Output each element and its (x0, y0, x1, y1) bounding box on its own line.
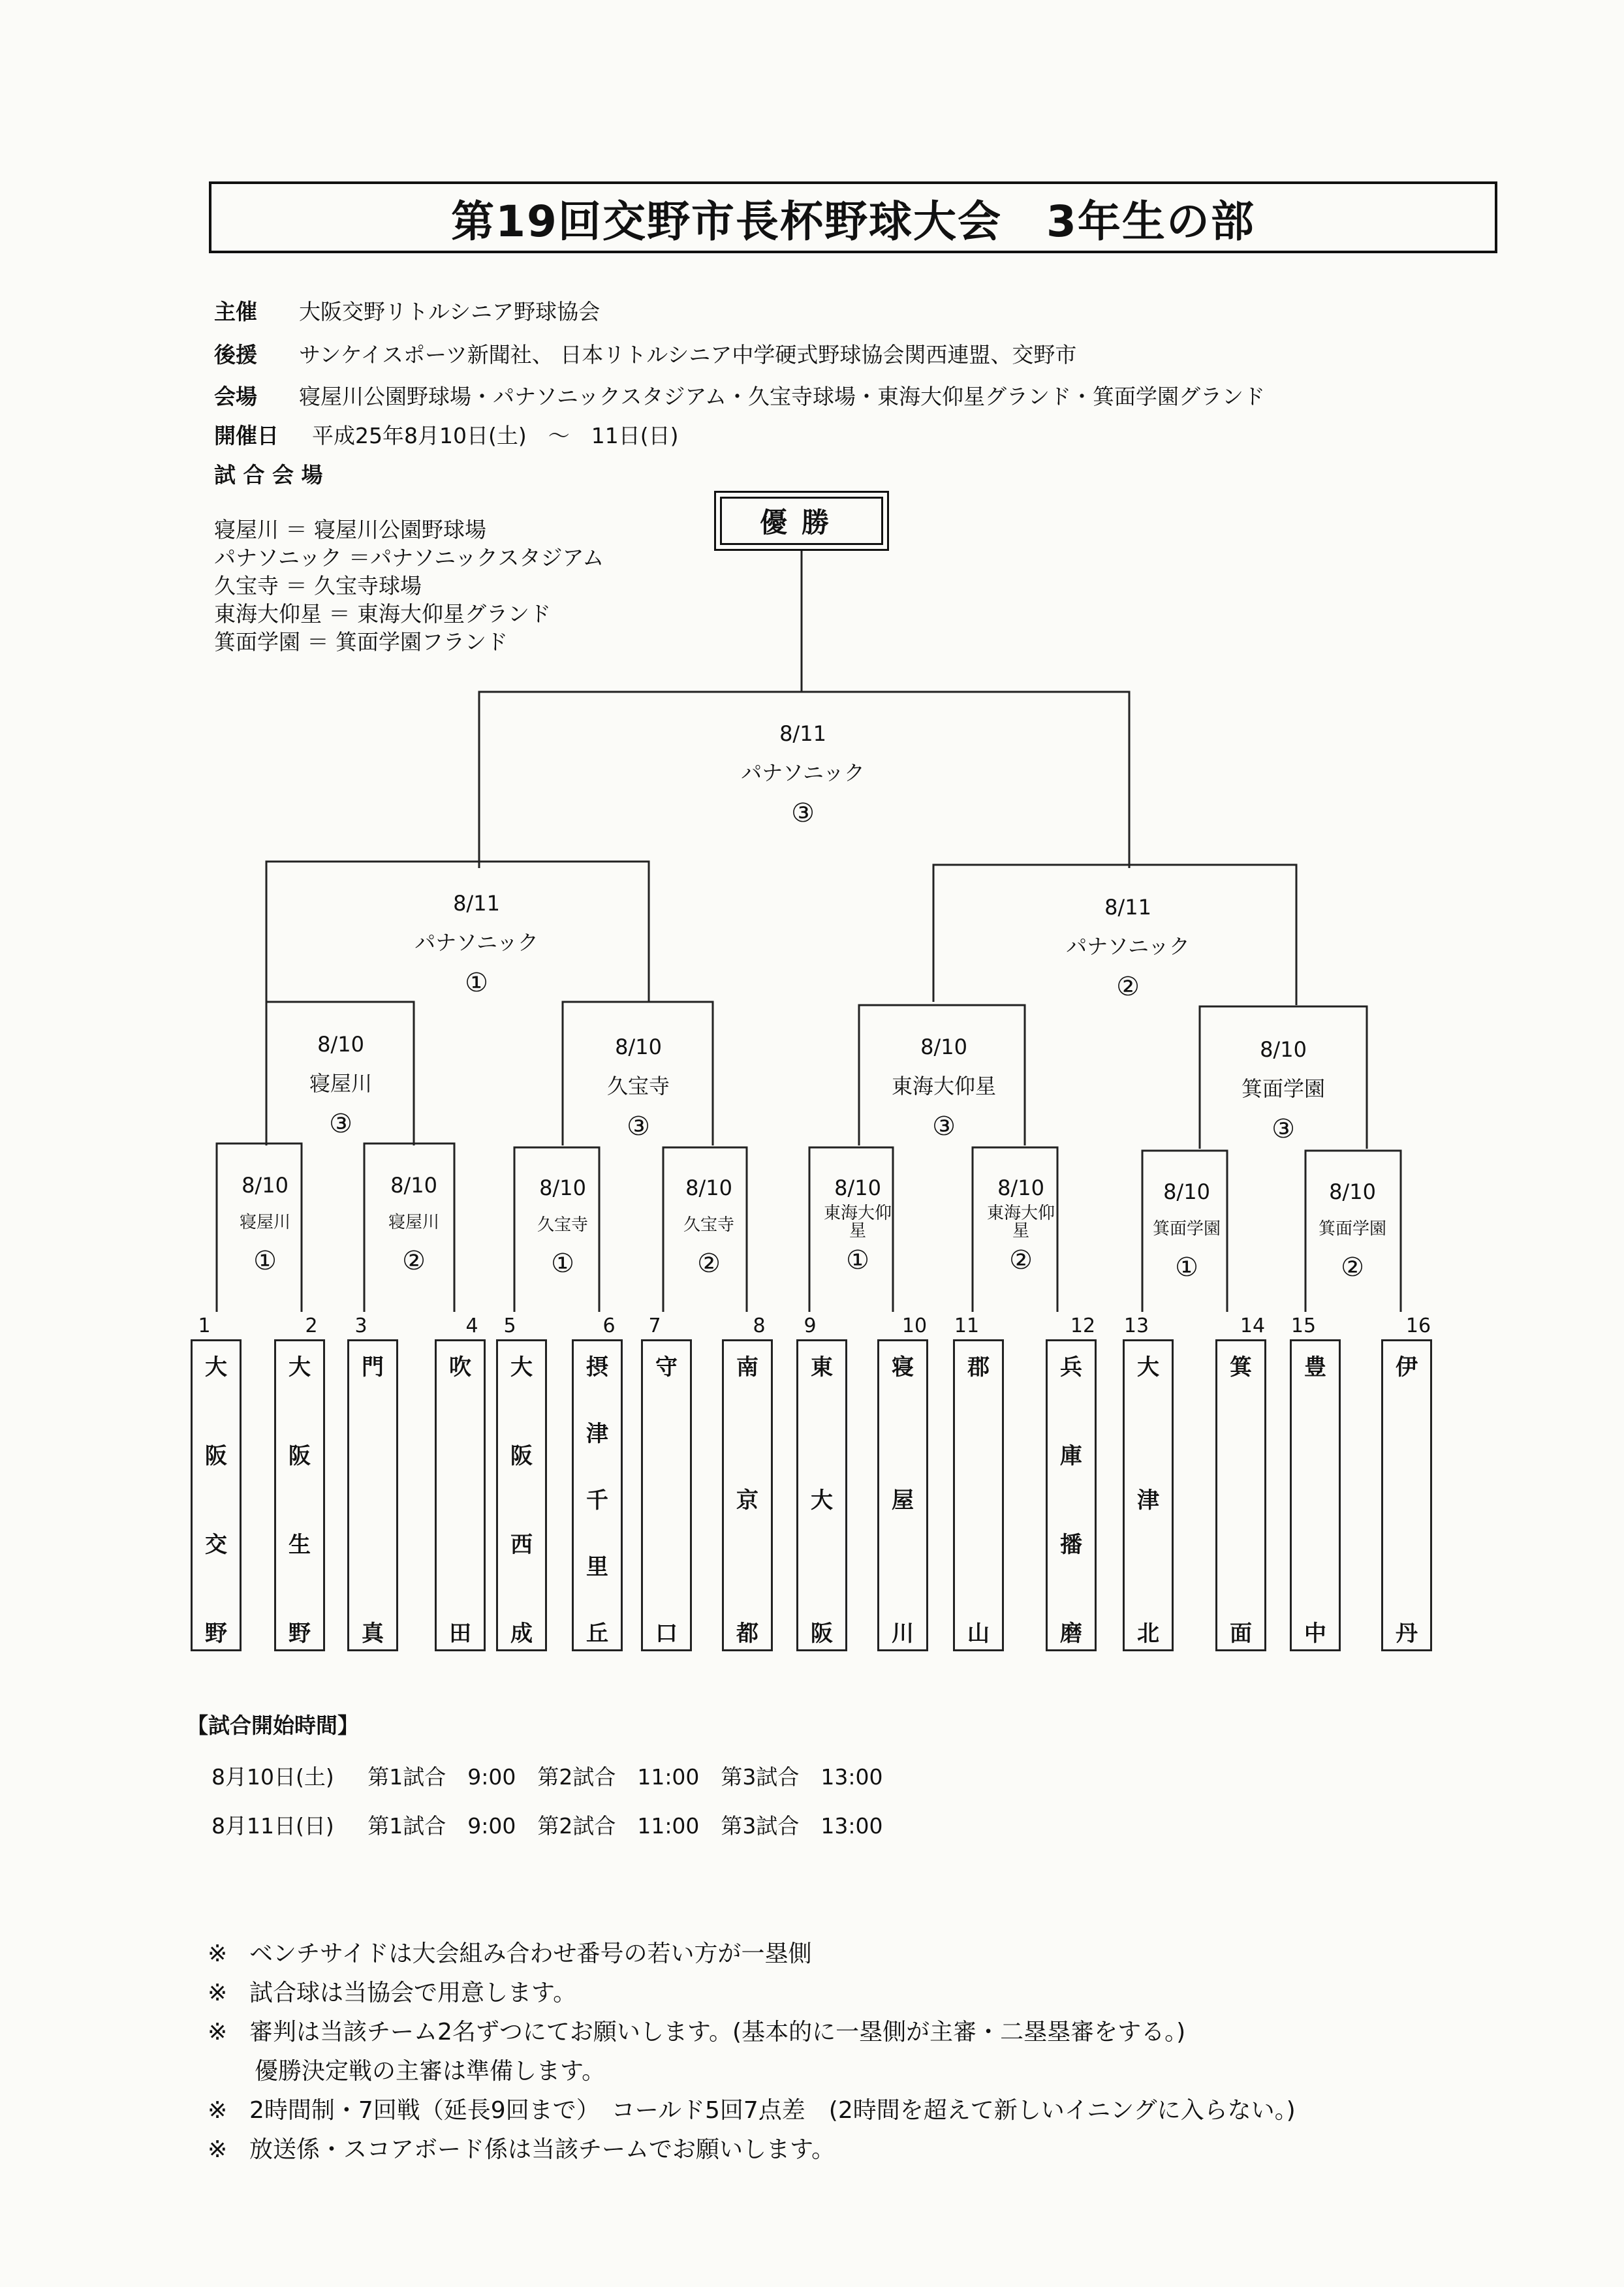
game-first-8 (1294, 1181, 1411, 1281)
info-label: 会場 (214, 384, 257, 409)
team-number: 14 (1240, 1315, 1266, 1337)
game-date: 8/10 (317, 1032, 364, 1057)
note-mark: ※ (208, 2097, 228, 2124)
team-box (435, 1339, 486, 1651)
team-number: 12 (1070, 1315, 1096, 1337)
team-name-char: 野 (205, 1621, 227, 1647)
note-mark: ※ (208, 1940, 228, 1967)
team-box (347, 1339, 398, 1651)
game-first-7 (1128, 1181, 1245, 1281)
team-name-char: 大 (510, 1354, 533, 1380)
legend-item: 東海大仰星 ＝ 東海大仰星グランド (214, 601, 551, 627)
game-date: 8/10 (615, 1035, 662, 1059)
note-text: 2時間制・7回戦（延長9回まで） コールド5回7点差 (2時間を超えて新しいイニングに入らない。) (249, 2097, 1296, 2124)
team-name-char: 阪 (205, 1443, 227, 1469)
team-box (877, 1339, 928, 1651)
game-quarter-4 (1241, 1039, 1325, 1143)
game-number: ① (465, 968, 488, 999)
game-venue: 寝屋川 (309, 1070, 373, 1096)
team-name-char: 屋 (892, 1487, 914, 1514)
team-name-char: 山 (967, 1621, 990, 1647)
team-name-char: 播 (1060, 1532, 1082, 1558)
team-number: 3 (354, 1315, 367, 1337)
game-number: ① (1175, 1252, 1198, 1283)
team-name-char: 磨 (1060, 1621, 1082, 1647)
game-venue: パナソニック (1066, 933, 1190, 959)
team-number: 16 (1405, 1315, 1431, 1337)
champion-box: 優勝 (714, 491, 889, 551)
legend-item: パナソニック ＝パナソニックスタジアム (214, 545, 604, 570)
team-name-char: 津 (586, 1421, 608, 1447)
page-title: 第19回交野市長杯野球大会 3年生の部 (209, 181, 1497, 253)
team-name-char: 丘 (586, 1621, 608, 1647)
team-number: 8 (753, 1315, 766, 1337)
team-number: 5 (503, 1315, 516, 1337)
game-number: ① (846, 1245, 869, 1276)
team-name-char: 阪 (811, 1621, 833, 1647)
game-venue: 寝屋川 (388, 1212, 439, 1232)
team-name-char: 阪 (289, 1443, 311, 1469)
legend-item: 寝屋川 ＝ 寝屋川公園野球場 (214, 517, 486, 542)
info-value: 大阪交野リトルシニア野球協会 (299, 299, 601, 324)
team-name-char: 口 (655, 1621, 678, 1647)
game-venue: パナソニック (741, 760, 865, 785)
team-number: 11 (954, 1315, 980, 1337)
game-first-5 (819, 1177, 897, 1274)
team-name-char: 阪 (510, 1443, 533, 1469)
schedule-row: 8月10日(土) 第1試合 9:00 第2試合 11:00 第3試合 13:00 (211, 1764, 883, 1790)
game-venue: 東海大仰星 (986, 1203, 1055, 1241)
game-number: ③ (329, 1109, 352, 1140)
info-label: 主催 (214, 299, 257, 324)
team-name-char: 大 (289, 1354, 311, 1380)
game-quarter-1 (309, 1034, 372, 1138)
team-name-char: 守 (655, 1354, 678, 1380)
note-text: 試合球は当協会で用意します。 (249, 1980, 577, 2006)
game-date: 8/11 (779, 721, 826, 746)
game-venue: 箕面学園 (1318, 1219, 1386, 1239)
game-first-2 (375, 1175, 453, 1275)
team-number: 13 (1123, 1315, 1149, 1337)
note-item (208, 1974, 1296, 2013)
team-number: 6 (602, 1315, 616, 1337)
team-name-char: 郡 (967, 1354, 990, 1380)
team-name-char: 中 (1304, 1621, 1326, 1647)
game-number: ② (1116, 972, 1140, 1003)
legend-item: 箕面学園 ＝ 箕面学園フランド (214, 629, 508, 655)
info-label: 試 合 会 場 (214, 462, 323, 488)
game-first-1 (226, 1175, 304, 1275)
team-name-char: 伊 (1396, 1354, 1418, 1380)
game-number: ① (253, 1245, 277, 1276)
team-name-char: 庫 (1060, 1443, 1082, 1469)
team-name-char: 田 (449, 1621, 471, 1647)
game-date: 8/10 (997, 1175, 1044, 1200)
game-semi-2 (1066, 897, 1190, 1001)
team-name-char: 兵 (1060, 1354, 1082, 1380)
game-number: ③ (791, 798, 815, 829)
team-box (796, 1339, 847, 1651)
game-venue: 久宝寺 (606, 1073, 670, 1098)
team-name-char: 津 (1137, 1487, 1159, 1514)
note-item (208, 1935, 1296, 1974)
team-name-char: 北 (1137, 1621, 1159, 1647)
game-quarter-3 (892, 1036, 996, 1140)
note-text: 優勝決定戦の主審は準備します。 (255, 2058, 606, 2085)
team-box (191, 1339, 242, 1651)
team-box (496, 1339, 547, 1651)
note-item (208, 2091, 1296, 2130)
note-text: 審判は当該チーム2名ずつにてお願いします。(基本的に一塁側が主審・二塁塁審をする。) (249, 2019, 1186, 2046)
game-date: 8/11 (1104, 895, 1151, 920)
team-name-char: 豊 (1304, 1354, 1326, 1380)
team-box (953, 1339, 1004, 1651)
note-item (208, 2052, 1296, 2091)
game-date: 8/10 (834, 1175, 881, 1200)
team-name-char: 南 (736, 1354, 758, 1380)
legend-item: 久宝寺 ＝ 久宝寺球場 (214, 573, 422, 599)
game-venue: 久宝寺 (537, 1215, 588, 1235)
info-value: 寝屋川公園野球場・パナソニックスタジアム・久宝寺球場・東海大仰星グランド・箕面学園グランド (299, 384, 1266, 409)
team-box (1381, 1339, 1432, 1651)
team-name-char: 真 (362, 1621, 384, 1647)
start-time-schedule (187, 1709, 883, 1858)
game-date: 8/10 (539, 1175, 586, 1200)
game-venue: 久宝寺 (683, 1215, 734, 1235)
team-name-char: 西 (510, 1532, 533, 1558)
game-number: ② (1341, 1252, 1364, 1283)
game-date: 8/10 (242, 1173, 289, 1198)
team-number: 15 (1290, 1315, 1317, 1337)
team-box (641, 1339, 692, 1651)
note-item (208, 2130, 1296, 2170)
team-box (722, 1339, 773, 1651)
team-name-char: 摂 (586, 1354, 608, 1380)
note-mark: ※ (208, 2136, 228, 2163)
team-name-char: 吹 (449, 1354, 471, 1380)
game-quarter-2 (607, 1036, 670, 1140)
info-label: 後援 (214, 342, 257, 367)
team-box (1123, 1339, 1174, 1651)
team-name-char: 門 (362, 1354, 384, 1380)
game-number: ③ (932, 1112, 956, 1142)
team-box (1046, 1339, 1097, 1651)
game-final (741, 723, 865, 827)
team-name-char: 生 (289, 1532, 311, 1558)
team-number: 7 (648, 1315, 661, 1337)
team-number: 10 (901, 1315, 928, 1337)
game-first-6 (982, 1177, 1060, 1274)
note-text: ベンチサイドは大会組み合わせ番号の若い方が一塁側 (249, 1940, 812, 1967)
info-label: 開催日 (214, 423, 279, 448)
notes-list (208, 1935, 1296, 2170)
game-number: ② (697, 1248, 721, 1279)
game-venue: 寝屋川 (239, 1212, 290, 1232)
team-number: 9 (804, 1315, 817, 1337)
game-venue: 東海大仰星 (891, 1073, 997, 1098)
game-first-3 (523, 1177, 602, 1277)
team-name-char: 寝 (892, 1354, 914, 1380)
game-date: 8/10 (1329, 1179, 1376, 1204)
team-name-char: 交 (205, 1532, 227, 1558)
game-date: 8/10 (1260, 1037, 1307, 1062)
info-value: 平成25年8月10日(土) ～ 11日(日) (312, 423, 679, 448)
game-date: 8/10 (1163, 1179, 1210, 1204)
team-number: 2 (305, 1315, 318, 1337)
game-semi-1 (414, 893, 539, 997)
game-venue: 東海大仰星 (823, 1203, 892, 1241)
team-box (1215, 1339, 1266, 1651)
team-number: 4 (465, 1315, 478, 1337)
team-name-char: 千 (586, 1487, 608, 1514)
team-name-char: 都 (736, 1621, 758, 1647)
team-name-char: 大 (205, 1354, 227, 1380)
game-number: ③ (1272, 1114, 1295, 1145)
game-date: 8/10 (390, 1173, 437, 1198)
team-name-char: 川 (892, 1621, 914, 1647)
team-box (572, 1339, 623, 1651)
schedule-row: 8月11日(日) 第1試合 9:00 第2試合 11:00 第3試合 13:00 (211, 1813, 883, 1839)
game-number: ③ (627, 1112, 650, 1142)
schedule-header: 【試合開始時間】 (187, 1713, 359, 1738)
note-text: 放送係・スコアボード係は当該チームでお願いします。 (249, 2136, 835, 2163)
game-date: 8/10 (920, 1035, 967, 1059)
team-name-char: 里 (586, 1554, 608, 1580)
team-box (274, 1339, 325, 1651)
team-name-char: 面 (1230, 1621, 1252, 1647)
team-name-char: 箕 (1230, 1354, 1252, 1380)
team-box (1290, 1339, 1341, 1651)
team-name-char: 丹 (1396, 1621, 1418, 1647)
team-name-char: 成 (510, 1621, 533, 1647)
note-item (208, 2013, 1296, 2052)
team-name-char: 大 (1137, 1354, 1159, 1380)
team-name-char: 京 (736, 1487, 758, 1514)
game-date: 8/10 (685, 1175, 732, 1200)
team-number: 1 (198, 1315, 211, 1337)
note-mark: ※ (208, 1980, 228, 2006)
game-number: ① (551, 1248, 574, 1279)
game-date: 8/11 (453, 891, 500, 916)
team-name-char: 野 (289, 1621, 311, 1647)
team-name-char: 大 (811, 1487, 833, 1514)
game-number: ② (1009, 1245, 1033, 1276)
game-first-4 (670, 1177, 748, 1277)
game-venue: パナソニック (414, 929, 539, 955)
team-name-char: 東 (811, 1354, 833, 1380)
note-mark: ※ (208, 2019, 228, 2046)
info-value: サンケイスポーツ新聞社、 日本リトルシニア中学硬式野球協会関西連盟、交野市 (299, 342, 1077, 367)
game-venue: 箕面学園 (1152, 1219, 1221, 1239)
game-number: ② (402, 1245, 426, 1276)
game-venue: 箕面学園 (1241, 1076, 1326, 1101)
